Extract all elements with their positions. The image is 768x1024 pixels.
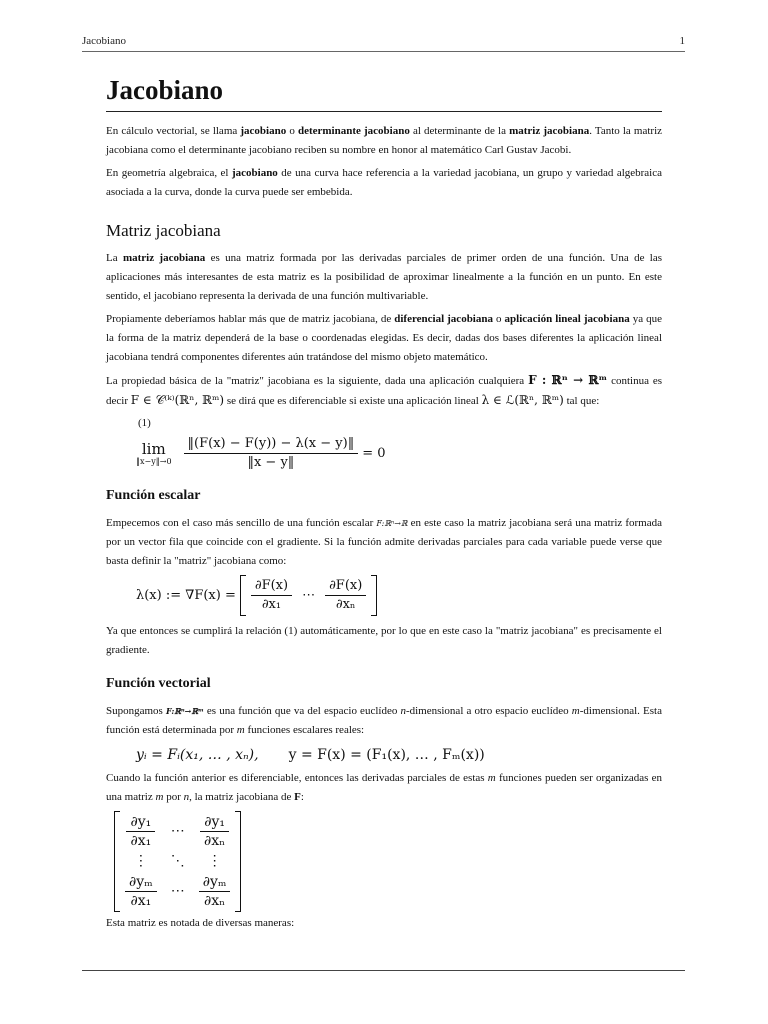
bold-term: aplicación lineal jacobiana	[504, 313, 630, 325]
text-run: -dimensional a otro espacio euclídeo	[405, 705, 572, 717]
matriz-paragraph-3	[106, 371, 662, 411]
fraction-denominator: ‖x − y‖	[247, 455, 295, 470]
matriz-paragraph-2	[106, 310, 662, 367]
escalar-paragraph-2: Ya que entonces se cumplirá la relación (1) automáticamente, por lo que en este caso la "matriz jacobiana" es precisamente el gradiente.	[106, 625, 662, 656]
equation-gradient	[136, 575, 662, 616]
vectorial-paragraph-3: Esta matriz es notada de diversas maneras:	[106, 917, 295, 929]
matriz-paragraph-1	[106, 249, 662, 306]
fraction-numerator: ∂F(x)	[325, 577, 366, 596]
ellipsis: ⋯	[302, 588, 316, 603]
matrix-ellipsis: ⋯	[170, 823, 185, 839]
text-run: :	[300, 791, 304, 803]
matrix-entry	[126, 813, 155, 850]
intro-paragraph-1	[106, 122, 662, 160]
bold-term: jacobiano	[231, 167, 278, 179]
fraction-denominator: ∂x₁	[130, 893, 152, 909]
text-run: al determinante de la	[409, 125, 510, 137]
bold-term: F	[294, 791, 301, 803]
lim-word: lim	[141, 439, 166, 458]
matrix-entry	[125, 873, 157, 910]
fraction-numerator: ∂y₁	[200, 813, 229, 832]
jacobian-matrix	[114, 811, 241, 912]
italic-var: m	[571, 705, 580, 717]
text-run: La propiedad básica de la "matriz" jacobiana es la siguiente, dada una aplicación cualquiera	[106, 375, 529, 387]
matrix-entry	[199, 873, 231, 910]
running-header	[82, 35, 685, 52]
jacobian-matrix-wrap	[114, 811, 662, 912]
text-run: . Tanto la matriz jacobiana como el determinante jacobiano reciben su nombre en honor al matemático Carl Gustav Jacobi.	[106, 125, 663, 156]
fraction-denominator: ∂x₁	[261, 597, 282, 612]
subsection-heading-escalar: Función escalar	[106, 488, 201, 503]
inline-formula: F : ℝⁿ → ℝᵐ	[528, 373, 608, 387]
partial-fraction	[251, 577, 292, 614]
running-title: Jacobiano	[82, 35, 126, 47]
fraction-numerator: ‖(F(x) − F(y)) − λ(x − y)‖	[184, 435, 359, 454]
text-run: por	[163, 791, 184, 803]
bold-term: determinante jacobiano	[297, 125, 410, 137]
text-run: ya que la forma de la matriz dependerá de la base o coordenadas elegidas. Es decir, dadas dos bases diferentes la aplicación lineal jacobiana tendrá componentes diferentes aún tratándose del mismo objeto matemático.	[106, 313, 663, 363]
text-run: funciones pueden ser organizadas en una matriz	[106, 772, 662, 803]
matrix-entry	[200, 813, 229, 850]
row-vector	[240, 575, 377, 616]
equation-right: y = F(x) = (F₁(x), … , Fₘ(x))	[288, 747, 485, 763]
equation-limit	[136, 435, 662, 472]
equation-number: (1)	[138, 417, 151, 429]
fraction-denominator: ∂xₙ	[204, 893, 226, 909]
text-run: La	[106, 252, 123, 264]
fraction-denominator: ∂xₙ	[335, 597, 356, 612]
text-run: Propiamente deberíamos hablar más que de matriz jacobiana, de	[106, 313, 395, 325]
page-number: 1	[679, 35, 685, 47]
text-run: o	[286, 125, 298, 137]
equation-left: yᵢ = Fᵢ(x₁, … , xₙ),	[136, 747, 259, 763]
text-run: tal que:	[563, 395, 600, 407]
bold-term: jacobiano	[240, 125, 287, 137]
limit-operator	[136, 441, 172, 467]
text-run: Supongamos	[106, 705, 166, 717]
matrix-ellipsis: ⋯	[170, 883, 185, 899]
article-body	[106, 72, 662, 937]
vectorial-paragraph-1	[106, 702, 662, 740]
text-run: continua es decir	[106, 375, 662, 407]
text-run: En geometría algebraica, el	[106, 167, 232, 179]
text-run: es una función que va del espacio euclídeo	[203, 705, 401, 717]
fraction-denominator: ∂xₙ	[204, 833, 226, 849]
italic-var: n	[183, 791, 190, 803]
inline-formula: λ ∈ ℒ(ℝⁿ, ℝᵐ)	[481, 393, 564, 407]
text-run: o	[492, 313, 505, 325]
text-run: -dimensional. Esta función está determinada por	[106, 705, 662, 736]
italic-var: m	[487, 772, 496, 784]
inline-formula: F:ℝⁿ→ℝ	[376, 519, 408, 528]
text-run: Empecemos con el caso más sencillo de una función escalar	[106, 517, 377, 529]
limit-fraction	[184, 435, 359, 472]
subsection-heading-vectorial: Función vectorial	[106, 676, 211, 691]
title-block	[106, 72, 662, 112]
fraction-numerator: ∂yₘ	[125, 873, 157, 892]
text-run: de una curva hace referencia a la variedad jacobiana, un grupo y variedad algebraica asociada a la curva, donde la curva puede ser embebida.	[106, 167, 663, 198]
equation-rhs: = 0	[362, 446, 386, 461]
footer-rule	[82, 970, 685, 971]
escalar-paragraph-1	[106, 514, 662, 571]
vectorial-paragraph-2	[106, 769, 662, 807]
equation-lhs: λ(x) := ∇F(x) =	[136, 588, 236, 603]
text-run: en este caso la matriz jacobiana será una matriz formada por un vector fila que coincide con el gradiente. Si la función admite derivadas parciales para cada variable puede verse que basta definir la "matriz" jacobiana como:	[106, 517, 662, 567]
intro-paragraph-2	[106, 164, 662, 202]
fraction-numerator: ∂yₘ	[199, 873, 231, 892]
text-run: se dirá que es diferenciable si existe una aplicación lineal	[224, 395, 482, 407]
inline-formula: F:ℝⁿ→ℝᵐ	[165, 706, 204, 716]
text-run: En cálculo vectorial, se llama	[106, 125, 241, 137]
bold-term: matriz jacobiana	[122, 252, 206, 264]
matrix-vdots: ⋮	[133, 853, 148, 869]
partial-fraction	[325, 577, 366, 614]
fraction-numerator: ∂F(x)	[251, 577, 292, 596]
italic-var: m	[236, 724, 245, 736]
inline-formula: F ∈ 𝒞⁽ᵏ⁾(ℝⁿ, ℝᵐ)	[130, 393, 225, 407]
lim-subscript: ‖x−y‖→0	[136, 456, 172, 466]
italic-var: m	[155, 791, 164, 803]
fraction-numerator: ∂y₁	[126, 813, 155, 832]
fraction-denominator: ∂x₁	[130, 833, 152, 849]
equation-components	[136, 746, 662, 765]
bold-term: matriz jacobiana	[509, 125, 590, 137]
text-run: Cuando la función anterior es diferenciable, entonces las derivadas parciales de estas	[106, 772, 488, 784]
section-heading-matriz: Matriz jacobiana	[106, 221, 221, 240]
bold-term: diferencial jacobiana	[394, 313, 493, 325]
italic-var: n	[400, 705, 406, 717]
matrix-ddots: ⋱	[170, 853, 185, 869]
text-run: es una matriz formada por las derivadas parciales de primer orden de una función. Una de las aplicaciones más interesantes de esta matriz es la posibilidad de aproximar linealmente a la función en un punto. En este sentido, el jacobiano representa la derivada de una función multivariable.	[106, 252, 662, 302]
matrix-vdots: ⋮	[207, 853, 222, 869]
text-run: funciones escalares reales:	[244, 724, 365, 736]
page-title: Jacobiano	[106, 75, 224, 105]
text-run: , la matriz jacobiana de	[189, 791, 295, 803]
